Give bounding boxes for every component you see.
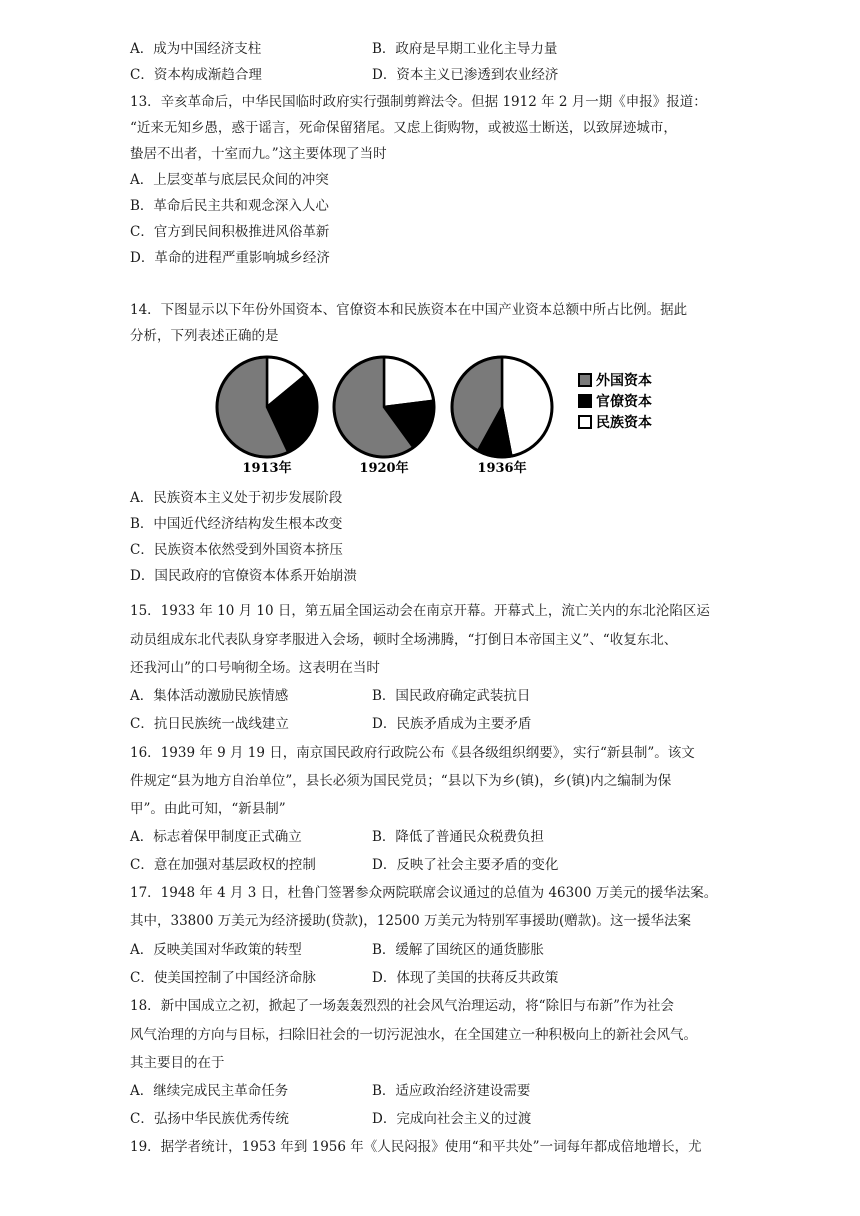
q16-stem-line-1: 16．1939 年 9 月 19 日，南京国民政府行政院公布《县各级组织纲要》，实行“新县制”。该文 — [130, 745, 695, 761]
q17-option-d: D．体现了美国的扶蒋反共政策 — [372, 970, 559, 986]
q17-option-b: B．缓解了国统区的通货膨胀 — [372, 942, 544, 958]
legend-swatch-2 — [579, 395, 591, 407]
q12-option-c: C．资本构成渐趋合理 — [130, 67, 262, 83]
q14-stem-line-2: 分析，下列表述正确的是 — [130, 328, 279, 344]
q16-option-c: C．意在加强对基层政权的控制 — [130, 857, 316, 873]
q16-option-d: D．反映了社会主要矛盾的变化 — [372, 857, 559, 873]
q16-option-a: A．标志着保甲制度正式确立 — [130, 829, 302, 845]
q13-stem-line-3: 蛰居不出者，十室而九。”这主要体现了当时 — [130, 146, 387, 162]
q13-option-c: C．官方到民间积极推进风俗革新 — [130, 224, 330, 240]
q18-option-b: B．适应政治经济建设需要 — [372, 1083, 531, 1099]
pie-year-label-3: 1936年 — [477, 461, 527, 476]
q13-stem-line-2: “近来无知乡愚，惑于谣言，死命保留猪尾。又虑上街购物，或被巡士断送，以致屏迹城市， — [130, 120, 677, 136]
q12-option-d: D．资本主义已渗透到农业经济 — [372, 67, 559, 83]
legend-label-1: 外国资本 — [596, 373, 652, 389]
legend-label-3: 民族资本 — [596, 415, 652, 431]
q18-stem-line-2: 风气治理的方向与目标，扫除旧社会的一切污泥浊水，在全国建立一种积极向上的新社会风气。 — [130, 1027, 697, 1043]
q13-option-a: A．上层变革与底层民众间的冲突 — [130, 172, 329, 188]
q18-stem-line-3: 其主要目的在于 — [130, 1055, 225, 1071]
q18-option-c: C．弘扬中华民族优秀传统 — [130, 1111, 289, 1127]
q13-option-d: D．革命的进程严重影响城乡经济 — [130, 250, 330, 266]
q14-option-b: B．中国近代经济结构发生根本改变 — [130, 516, 343, 532]
q16-option-b: B．降低了普通民众税费负担 — [372, 829, 544, 845]
q15-stem-line-3: 还我河山”的口号响彻全场。这表明在当时 — [130, 660, 380, 676]
pie-year-label-1: 1913年 — [242, 461, 292, 476]
q14-option-d: D．国民政府的官僚资本体系开始崩溃 — [130, 568, 357, 584]
legend-swatch-1 — [579, 374, 591, 386]
q14-stem-line-1: 14．下图显示以下年份外国资本、官僚资本和民族资本在中国产业资本总额中所占比例。据此 — [130, 302, 688, 318]
q12-option-a: A．成为中国经济支柱 — [130, 41, 262, 57]
q16-stem-line-2: 件规定“县为地方自治单位”，县长必须为国民党员；“县以下为乡(镇)，乡(镇)内之编制为保 — [130, 773, 672, 789]
q18-stem-line-1: 18．新中国成立之初，掀起了一场轰轰烈烈的社会风气治理运动，将“除旧与布新”作为社会 — [130, 998, 674, 1014]
q19-stem-line-1: 19．据学者统计，1953 年到 1956 年《人民闷报》使用“和平共处”一词每年都成倍地增长，尤 — [130, 1139, 702, 1155]
q14-option-a: A．民族资本主义处于初步发展阶段 — [130, 490, 343, 506]
capital-share-pie-charts — [212, 354, 680, 478]
q18-option-d: D．完成向社会主义的过渡 — [372, 1111, 532, 1127]
q13-option-b: B．革命后民主共和观念深入人心 — [130, 198, 329, 214]
q17-option-a: A．反映美国对华政策的转型 — [130, 942, 302, 958]
q15-stem-line-1: 15．1933 年 10 月 10 日，第五届全国运动会在南京开幕。开幕式上，流亡关内的东北沦陷区运 — [130, 603, 710, 619]
legend-swatch-3 — [579, 416, 591, 428]
q12-option-b: B．政府是早期工业化主导力量 — [372, 41, 558, 57]
q15-stem-line-2: 动员组成东北代表队身穿孝服进入会场，顿时全场沸腾，“打倒日本帝国主义”、“收复东北、 — [130, 632, 678, 648]
q18-option-a: A．继续完成民主革命任务 — [130, 1083, 289, 1099]
legend-label-2: 官僚资本 — [596, 394, 652, 410]
q17-stem-line-1: 17．1948 年 4 月 3 日，杜鲁门签署参众两院联席会议通过的总值为 46300 万美元的援华法案。 — [130, 885, 718, 901]
q15-option-b: B．国民政府确定武装抗日 — [372, 688, 531, 704]
q17-option-c: C．使美国控制了中国经济命脉 — [130, 970, 316, 986]
q16-stem-line-3: 甲”。由此可知，“新县制” — [130, 801, 286, 817]
q13-stem-line-1: 13．辛亥革命后，中华民国临时政府实行强制剪辫法令。但据 1912 年 2 月一期《申报》报道： — [130, 94, 707, 110]
pie-year-label-2: 1920年 — [359, 461, 409, 476]
q14-option-c: C．民族资本依然受到外国资本挤压 — [130, 542, 343, 558]
q15-option-c: C．抗日民族统一战线建立 — [130, 716, 289, 732]
q15-option-d: D．民族矛盾成为主要矛盾 — [372, 716, 532, 732]
q17-stem-line-2: 其中，33800 万美元为经济援助(贷款)，12500 万美元为特别军事援助(赠款)。这一援华法案 — [130, 913, 692, 929]
q15-option-a: A．集体活动激励民族情感 — [130, 688, 289, 704]
